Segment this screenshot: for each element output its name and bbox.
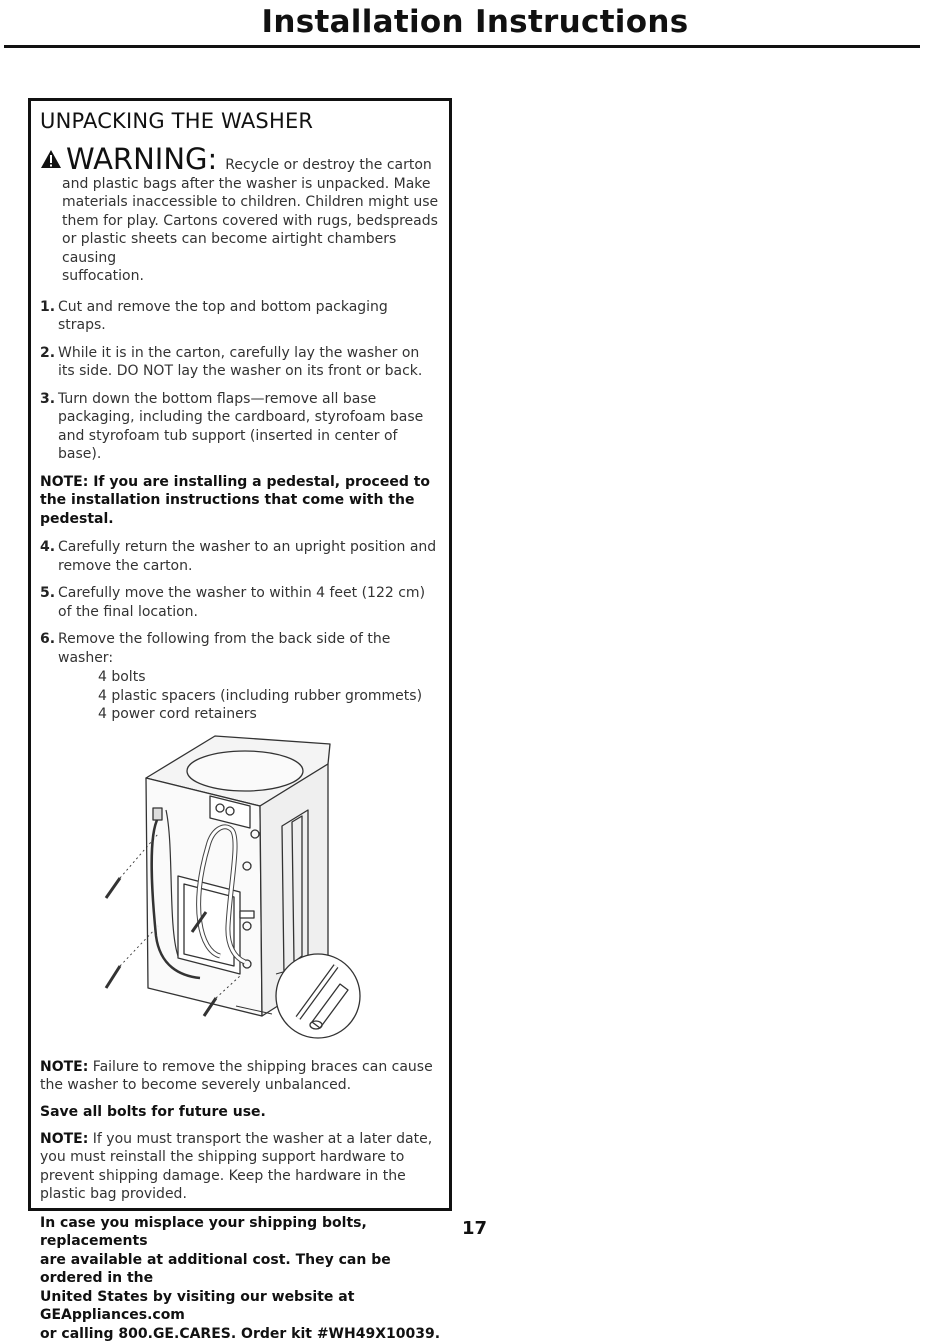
warning-first-line: Recycle or destroy the carton	[225, 156, 432, 175]
step-item	[40, 538, 440, 575]
warning-line: them for play. Cartons covered with rugs, bedspreads	[62, 212, 440, 231]
step-text: Carefully move the washer to within 4 feet (122 cm) of the final location.	[58, 584, 440, 621]
step-text: Cut and remove the top and bottom packaging straps.	[58, 298, 440, 335]
pedestal-note-line: the installation instructions that come with the pedestal.	[40, 491, 440, 528]
replacement-line: or calling 800.GE.CARES. Order kit #WH49X10039.	[40, 1325, 440, 1343]
warning-line: suffocation.	[62, 267, 440, 286]
pedestal-note	[40, 473, 440, 529]
replacement-line: are available at additional cost. They can be ordered in the	[40, 1251, 440, 1288]
save-bolts-text: Save all bolts for future use.	[40, 1104, 440, 1120]
step-text: Turn down the bottom flaps—remove all base packaging, including the cardboard, styrofoam base and styrofoam tub support (inserted in center of base).	[58, 390, 440, 464]
section-title: UNPACKING THE WASHER	[40, 107, 440, 135]
step-number: 3.	[40, 390, 58, 464]
step-item	[40, 344, 440, 381]
step-text: While it is in the carton, carefully lay the washer on its side. DO NOT lay the washer on its front or back.	[58, 344, 440, 381]
note-label: NOTE:	[40, 1059, 88, 1075]
step-number: 4.	[40, 538, 58, 575]
note-text: Failure to remove the shipping braces can cause the washer to become severely unbalanced.	[40, 1059, 433, 1094]
warning-line: materials inaccessible to children. Children might use	[62, 193, 440, 212]
replacement-line: United States by visiting our website at GEAppliances.com	[40, 1288, 440, 1325]
note-text: If you must transport the washer at a later date, you must reinstall the shipping support hardware to prevent shipping damage. Keep the hardware in the plastic bag provided.	[40, 1131, 432, 1203]
step-item	[40, 584, 440, 621]
warning-line: or plastic sheets can become airtight chambers causing	[62, 230, 440, 267]
title-rule	[4, 45, 920, 48]
steps-list-b	[40, 538, 440, 724]
step-item	[40, 630, 440, 724]
step-number: 6.	[40, 630, 58, 724]
warning-block	[40, 145, 440, 286]
page-title: Installation Instructions	[0, 4, 950, 40]
warning-line: and plastic bags after the washer is unpacked. Make	[62, 175, 440, 194]
warning-label: WARNING:	[66, 145, 217, 173]
washer-tub-opening	[187, 751, 303, 791]
step-text: Carefully return the washer to an upright position and remove the carton.	[58, 538, 440, 575]
remove-item: 4 bolts	[98, 668, 440, 687]
remove-items-list	[58, 668, 440, 724]
note-label: NOTE:	[40, 1131, 88, 1147]
remove-item: 4 power cord retainers	[98, 705, 440, 724]
unpacking-section-box	[28, 98, 452, 1211]
warning-head	[40, 145, 440, 175]
transport-note	[40, 1130, 440, 1204]
replacement-bolts-info	[40, 1214, 440, 1343]
warning-triangle-icon	[40, 149, 62, 169]
step-item	[40, 298, 440, 335]
step-number: 5.	[40, 584, 58, 621]
section-content	[40, 107, 440, 1343]
step-number: 1.	[40, 298, 58, 335]
steps-list-a	[40, 298, 440, 464]
replacement-line: In case you misplace your shipping bolts, replacements	[40, 1214, 440, 1251]
step-6-text: Remove the following from the back side of the washer:	[58, 631, 390, 666]
page-number: 17	[462, 1218, 487, 1239]
remove-item: 4 plastic spacers (including rubber grommets)	[98, 687, 440, 706]
shipping-braces-note	[40, 1058, 440, 1095]
step-number: 2.	[40, 344, 58, 381]
washer-back-illustration	[40, 726, 440, 1046]
step-item	[40, 390, 440, 464]
step-text	[58, 630, 440, 724]
pedestal-note-line: NOTE: If you are installing a pedestal, proceed to	[40, 473, 440, 492]
